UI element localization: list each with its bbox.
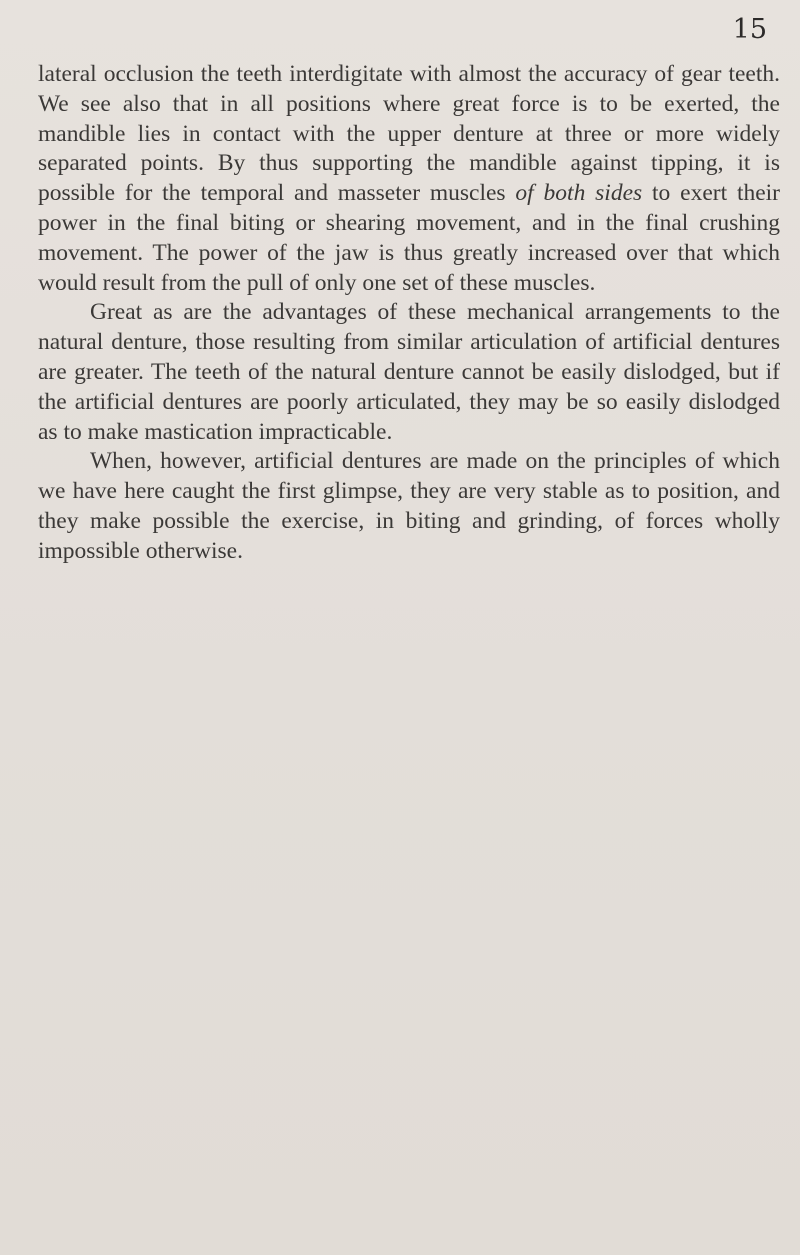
- paragraph-1: [38, 60, 780, 298]
- page-number: 15: [732, 14, 767, 45]
- body-text: [38, 60, 780, 567]
- paragraph-1-text-start: lateral occlusion the teeth interdigitate with almost the accuracy of gear teeth. We see also that in all positions where great force is to be exerted, the mandible lies in contact with the upper denture at three or more widely separated points. By thus supporting the mandible against tipping, it is possible for the temporal and masseter muscles: [38, 61, 780, 207]
- paragraph-1-emphasis: of both sides: [515, 180, 643, 207]
- paragraph-3: When, however, artificial dentures are made on the principles of which we have here caught the first glimpse, they are very stable as to position, and they make possible the exercise, in biting and grinding, of forces wholly impossible otherwise.: [38, 448, 780, 564]
- paragraph-2: Great as are the advantages of these mechanical arrangements to the natural denture, those resulting from similar articulation of artificial dentures are greater. The teeth of the natural denture cannot be easily dislodged, but if the artificial dentures are poorly articulated, they may be so easily dislodged as to make mastication impracticable.: [38, 299, 780, 445]
- paragraph-1-text-end: to exert their power in the final biting or shearing movement, and in the final crushing movement. The power of the jaw is thus greatly increased over that which would result from the pull of only one set of these muscles.: [38, 180, 781, 296]
